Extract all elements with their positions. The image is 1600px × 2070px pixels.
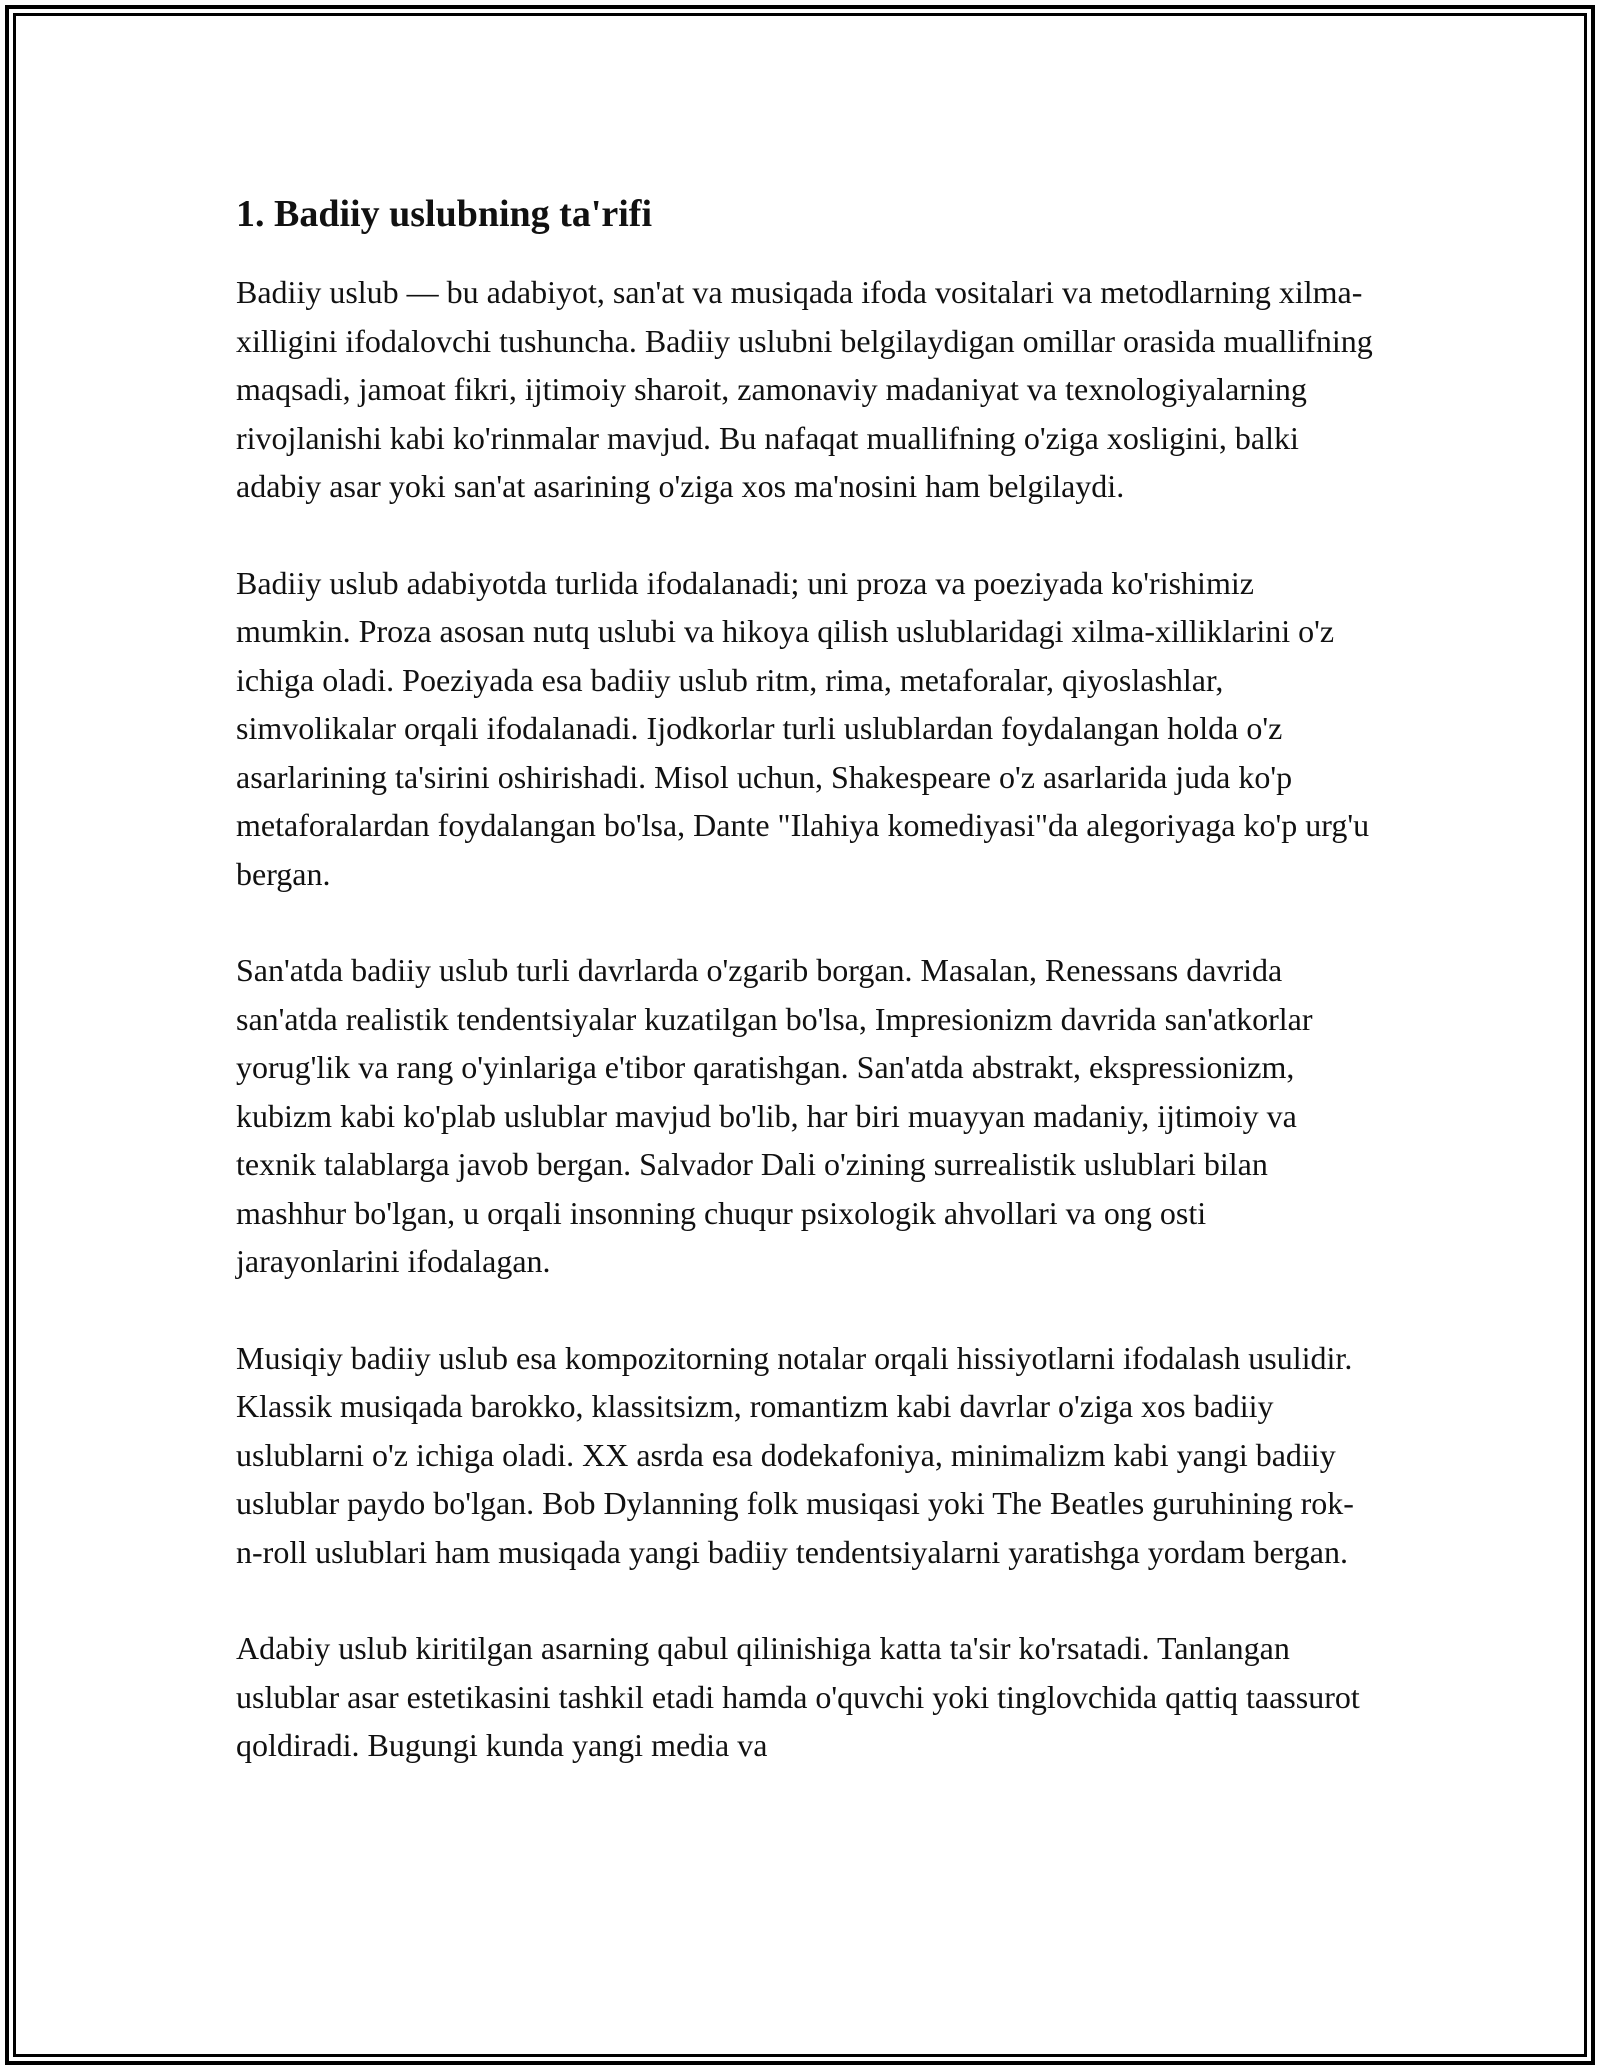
paragraph-impact: Adabiy uslub kiritilgan asarning qabul qilinishiga katta ta'sir ko'rsatadi. Tanlangan uslublar asar estetikasini tashkil etadi hamda o'quvchi yoki tinglovchida qattiq taassurot qoldiradi. Bugungi kunda yangi media va [236, 1630, 1360, 1763]
paragraph-literature: Badiiy uslub adabiyotda turlida ifodalanadi; uni proza va poeziyada ko'rishimiz mumkin. Proza asosan nutq uslubi va hikoya qilish uslublaridagi xilma-xilliklarini o'z ichiga oladi. Poeziyada esa badiiy uslub ritm, rima, metaforalar, qiyoslashlar, simvolikalar orqali ifodalanadi. Ijodkorlar turli uslublardan foydalangan holda o'z asarlarining ta'sirini oshirishadi. Misol uchun, Shakespeare o'z asarlarida juda ko'p metaforalardan foydalangan bo'lsa, Dante "Ilahiya komediyasi"da alegoriyaga ko'p urg'u bergan. [236, 564, 1370, 892]
document-body [236, 186, 1376, 1818]
paragraph-music: Musiqiy badiiy uslub esa kompozitorning notalar orqali hissiyotlarni ifodalash usulidir. Klassik musiqada barokko, klassitsizm, romantizm kabi davrlar o'ziga xos badiiy uslublarni o'z ichiga oladi. XX asrda esa dodekafoniya, minimalizm kabi yangi badiiy uslublar paydo bo'lgan. Bob Dylanning folk musiqasi yoki The Beatles guruhining rok-n-roll uslublari ham musiqada yangi badiiy tendentsiyalarni yaratishga yordam bergan. [236, 1339, 1354, 1570]
paragraph-art: San'atda badiiy uslub turli davrlarda o'zgarib borgan. Masalan, Renessans davrida san'atda realistik tendentsiyalar kuzatilgan bo'lsa, Impresionizm davrida san'atkorlar yorug'lik va rang o'yinlariga e'tibor qaratishgan. San'atda abstrakt, ekspressionizm, kubizm kabi ko'plab uslublar mavjud bo'lib, har biri muayyan madaniy, ijtimoiy va texnik talablarga javob bergan. Salvador Dali o'zining surrealistik uslublari bilan mashhur bo'lgan, u orqali insonning chuqur psixologik ahvollari va ong osti jarayonlarini ifodalagan. [236, 952, 1313, 1279]
section-heading: 1. Badiiy uslubning ta'rifi [236, 193, 653, 235]
paragraph-definition: Badiiy uslub — bu adabiyot, san'at va musiqada ifoda vositalari va metodlarning xilma-xilligini ifodalovchi tushuncha. Badiiy uslubni belgilaydigan omillar orasida muallifning maqsadi, jamoat fikri, ijtimoiy sharoit, zamonaviy madaniyat va texnologiyalarning rivojlanishi kabi ko'rinmalar mavjud. Bu nafaqat muallifning o'ziga xosligini, balki adabiy asar yoki san'at asarining o'ziga xos ma'nosini ham belgilaydi. [236, 274, 1373, 504]
